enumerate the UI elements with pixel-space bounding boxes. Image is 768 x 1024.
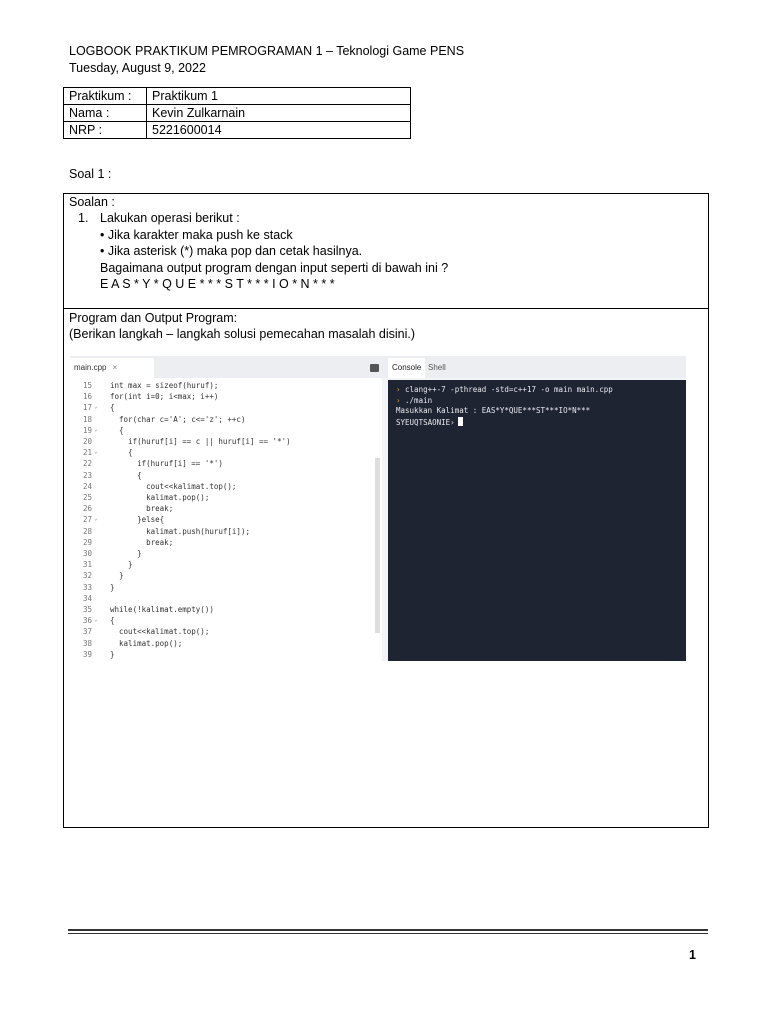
info-table xyxy=(63,87,411,139)
console-text: Masukkan Kalimat : EAS*Y*QUE***ST***IO*N*** xyxy=(396,406,591,415)
code-line: } xyxy=(110,571,124,581)
program-subheading: (Berikan langkah – langkah solusi pemecahan masalah disini.) xyxy=(69,327,416,341)
footer-line xyxy=(68,933,708,934)
line-number: 34 xyxy=(82,593,92,603)
code-line: { xyxy=(110,425,124,435)
cursor-block xyxy=(458,417,463,426)
code-line: kalimat.pop(); xyxy=(110,493,210,502)
code-editor[interactable] xyxy=(70,378,382,661)
fold-chevron-icon[interactable]: ⌄ xyxy=(94,448,98,456)
tab-console[interactable]: Console xyxy=(388,358,425,378)
table-key: NRP : xyxy=(64,122,147,139)
line-number: 23 xyxy=(82,470,92,480)
table-row xyxy=(64,105,411,122)
console-output[interactable] xyxy=(388,380,686,661)
line-number: 15 xyxy=(82,381,92,390)
soalan-heading: Soalan : xyxy=(69,195,115,209)
code-line: cout<<kalimat.top(); xyxy=(110,481,237,491)
file-tab-label: main.cpp xyxy=(74,363,107,372)
code-line: { xyxy=(110,470,142,480)
line-number: 29 xyxy=(82,537,92,547)
bullet-pop: • Jika asterisk (*) maka pop dan cetak hasilnya. xyxy=(100,244,363,258)
logbook-title: LOGBOOK PRAKTIKUM PEMROGRAMAN 1 – Teknologi Game PENS xyxy=(69,44,465,58)
code-line: { xyxy=(110,616,115,626)
code-line: } xyxy=(110,549,142,558)
table-key: Nama : xyxy=(64,105,147,122)
line-number: 22 xyxy=(82,459,92,469)
line-number: 28 xyxy=(82,526,92,536)
table-row xyxy=(64,88,411,105)
line-number: 38 xyxy=(82,638,92,648)
console-line xyxy=(396,417,463,427)
line-number: 27 xyxy=(82,515,92,525)
table-key: Praktikum : xyxy=(64,88,147,105)
console-line xyxy=(396,406,590,415)
prompt-arrow-icon: › xyxy=(396,385,401,394)
box-divider xyxy=(63,308,708,309)
code-line: } xyxy=(110,582,115,592)
menu-icon[interactable] xyxy=(370,364,379,372)
table-value: 5221600014 xyxy=(147,122,411,139)
table-value: Praktikum 1 xyxy=(147,88,411,105)
line-number: 20 xyxy=(82,437,92,446)
editor-scrollbar[interactable] xyxy=(375,458,380,633)
line-number: 32 xyxy=(82,571,92,581)
soal-label: Soal 1 : xyxy=(69,167,112,181)
logbook-date: Tuesday, August 9, 2022 xyxy=(69,61,206,75)
code-line: } xyxy=(110,649,115,659)
code-line: kalimat.push(huruf[i]); xyxy=(110,526,250,536)
console-text: clang++-7 -pthread -std=c++17 -o main main.cpp xyxy=(400,385,613,394)
line-number: 26 xyxy=(82,504,92,514)
line-number: 37 xyxy=(82,627,92,637)
code-line: break; xyxy=(110,504,174,514)
code-line: break; xyxy=(110,537,174,547)
code-line: if(huruf[i] == '*') xyxy=(110,459,223,469)
line-number: 36 xyxy=(82,616,92,626)
console-text: ./main xyxy=(400,395,433,405)
line-number: 39 xyxy=(82,649,92,659)
console-line xyxy=(396,385,613,394)
page-number: 1 xyxy=(689,948,696,962)
fold-chevron-icon[interactable]: ⌄ xyxy=(94,425,98,433)
code-line: { xyxy=(110,448,133,458)
file-tab[interactable] xyxy=(70,358,154,378)
line-number: 31 xyxy=(82,560,92,570)
bullet-push: • Jika karakter maka push ke stack xyxy=(100,228,293,242)
line-number: 18 xyxy=(82,414,92,424)
line-number: 25 xyxy=(82,493,92,502)
tab-shell[interactable]: Shell xyxy=(428,363,446,372)
item-number: 1. xyxy=(78,211,89,225)
console-text: SYEUQTSAONIE› xyxy=(396,417,455,427)
line-number: 35 xyxy=(82,605,92,614)
line-number: 19 xyxy=(82,425,92,435)
code-line: int max = sizeof(huruf); xyxy=(110,381,219,390)
line-number: 21 xyxy=(82,448,92,458)
code-line: while(!kalimat.empty()) xyxy=(110,605,214,614)
line-number: 16 xyxy=(82,392,92,402)
line-number: 33 xyxy=(82,582,92,592)
line-number: 17 xyxy=(82,403,92,413)
line-number: 24 xyxy=(82,481,92,491)
line-number: 30 xyxy=(82,549,92,558)
console-line xyxy=(396,396,432,405)
ide-tabbar xyxy=(70,356,686,378)
program-heading: Program dan Output Program: xyxy=(69,311,238,325)
input-sequence: E A S * Y * Q U E * * * S T * * * I O * N * * * xyxy=(100,277,335,291)
table-value: Kevin Zulkarnain xyxy=(147,105,411,122)
code-line: for(char c='A'; c<='z'; ++c) xyxy=(110,414,246,424)
footer-line xyxy=(68,929,708,931)
question-text: Bagaimana output program dengan input seperti di bawah ini ? xyxy=(100,261,449,275)
code-line: }else{ xyxy=(110,515,165,525)
fold-chevron-icon[interactable]: ⌄ xyxy=(94,515,98,523)
close-icon[interactable]: × xyxy=(112,363,118,372)
code-line: { xyxy=(110,403,115,413)
fold-chevron-icon[interactable]: ⌄ xyxy=(94,616,98,624)
table-row xyxy=(64,122,411,139)
code-line: if(huruf[i] == c || huruf[i] == '*') xyxy=(110,437,291,446)
fold-chevron-icon[interactable]: ⌄ xyxy=(94,403,98,411)
code-line: cout<<kalimat.top(); xyxy=(110,627,210,637)
code-line: } xyxy=(110,560,133,570)
code-line: for(int i=0; i<max; i++) xyxy=(110,392,219,402)
instruction-text: Lakukan operasi berikut : xyxy=(100,211,240,225)
ide-screenshot xyxy=(70,356,686,661)
code-line: kalimat.pop(); xyxy=(110,638,183,648)
prompt-arrow-icon: › xyxy=(396,395,401,405)
